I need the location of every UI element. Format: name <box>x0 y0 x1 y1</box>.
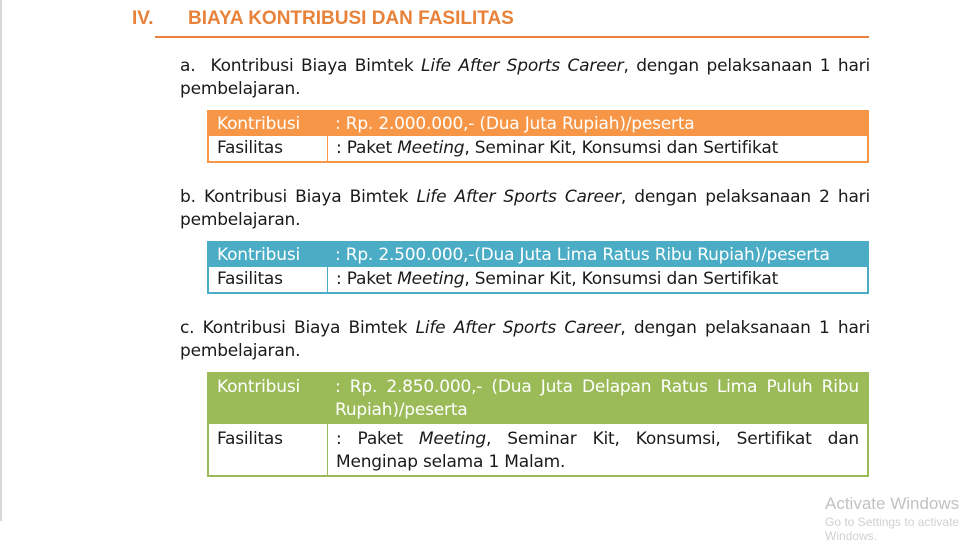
activate-windows-watermark: Activate Windows <box>825 494 960 513</box>
package-b-facilities-row <box>209 267 867 292</box>
package-b-contribution-row <box>209 243 867 267</box>
section-number: IV. <box>132 8 154 29</box>
package-c-intro <box>180 317 870 363</box>
package-b-intro-suffix: , dengan pelaksanaan 2 hari pembelajaran. <box>180 187 870 230</box>
package-c-marker: c. <box>180 318 195 338</box>
facilities-label: Fasilitas <box>217 269 283 289</box>
contribution-label: Kontribusi <box>217 377 301 397</box>
package-a-intro <box>180 55 870 101</box>
contribution-value: : Rp. 2.850.000,- (Dua Juta Delapan Ratus Lima Puluh Ribu Rupiah)/peserta <box>335 377 859 420</box>
package-c-intro-prefix: Kontribusi Biaya Bimtek <box>202 318 416 338</box>
package-c-facilities-row <box>209 424 867 475</box>
package-a-contribution-row <box>209 112 867 136</box>
section-title: BIAYA KONTRIBUSI DAN FASILITAS <box>188 8 514 29</box>
package-b-table <box>207 241 869 294</box>
package-c-program-name: Life After Sports Career <box>415 318 621 338</box>
contribution-label: Kontribusi <box>217 114 301 134</box>
heading-underline <box>155 36 869 38</box>
package-a-table <box>207 110 869 163</box>
contribution-value: : Rp. 2.000.000,- (Dua Juta Rupiah)/peserta <box>335 114 695 134</box>
window-edge <box>0 0 2 521</box>
package-a-intro-prefix: Kontribusi Biaya Bimtek <box>210 56 422 76</box>
activate-windows-subtitle: Go to Settings to activate Windows. <box>825 515 960 543</box>
package-b-intro <box>180 186 870 232</box>
package-c-contribution-row <box>209 374 867 424</box>
package-a-intro-suffix: , dengan pelaksanaan 1 hari pembelajaran. <box>180 56 870 99</box>
package-c-table <box>207 372 869 477</box>
package-b-program-name: Life After Sports Career <box>416 187 621 207</box>
package-a-marker: a. <box>180 56 196 76</box>
facilities-value: : Paket Meeting, Seminar Kit, Konsumsi, Sertifikat dan Menginap selama 1 Malam. <box>327 424 867 475</box>
facilities-value: : Paket Meeting, Seminar Kit, Konsumsi dan Sertifikat <box>327 136 867 161</box>
package-b-intro-prefix: Kontribusi Biaya Bimtek <box>203 187 417 207</box>
facilities-value: : Paket Meeting, Seminar Kit, Konsumsi dan Sertifikat <box>327 267 867 292</box>
package-b-marker: b. <box>180 187 196 207</box>
facilities-label: Fasilitas <box>217 429 283 449</box>
package-c-intro-suffix: , dengan pelaksanaan 1 hari pembelajaran. <box>180 318 870 361</box>
contribution-value: : Rp. 2.500.000,-(Dua Juta Lima Ratus Ribu Rupiah)/peserta <box>335 245 830 265</box>
package-a-program-name: Life After Sports Career <box>421 56 624 76</box>
package-a-facilities-row <box>209 136 867 161</box>
facilities-label: Fasilitas <box>217 138 283 158</box>
section-heading <box>132 8 514 30</box>
contribution-label: Kontribusi <box>217 245 301 265</box>
